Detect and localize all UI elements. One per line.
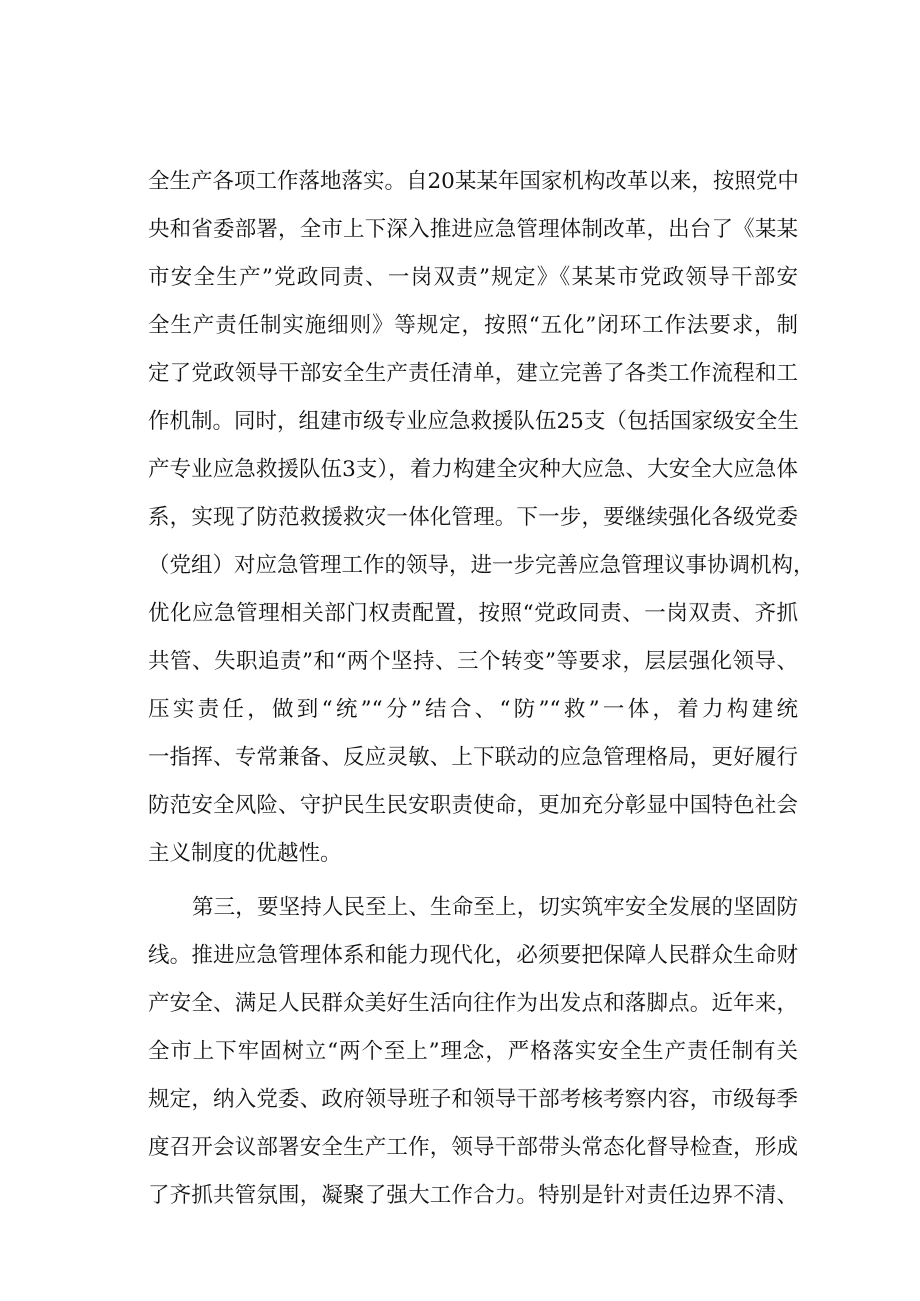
text-line: 优化应急管理相关部门权责配置，按照“党政同责、一岗双责、齐抓 — [148, 601, 798, 626]
text-line: 市安全生产”党政同责、一岗双责”规定》《某某市党政领导干部安 — [148, 265, 798, 290]
text-line: 作机制。同时，组建市级专业应急救援队伍25支（包括国家级安全生 — [148, 409, 799, 434]
text-line: 规定，纳入党委、政府领导班子和领导干部考核考察内容，市级每季 — [148, 1087, 798, 1112]
text-line: 全生产责任制实施细则》等规定，按照“五化”闭环工作法要求，制 — [148, 313, 798, 338]
text-line: 了齐抓共管氛围，凝聚了强大工作合力。特别是针对责任边界不清、 — [148, 1183, 798, 1208]
text-line: 线。推进应急管理体系和能力现代化，必须要把保障人民群众生命财 — [148, 943, 798, 968]
text-line: 共管、失职追责”和“两个坚持、三个转变”等要求，层层强化领导、 — [148, 649, 798, 674]
paragraph-2 — [148, 884, 798, 1220]
text-line: 一指挥、专常兼备、反应灵敏、上下联动的应急管理格局，更好履行 — [148, 745, 798, 770]
text-line: 第三，要坚持人民至上、生命至上，切实筑牢安全发展的坚固防 — [192, 895, 798, 920]
text-line: 定了党政领导干部安全生产责任清单，建立完善了各类工作流程和工 — [148, 361, 798, 386]
paragraph-1 — [148, 158, 815, 878]
text-line: 防范安全风险、守护民生民安职责使命，更加充分彰显中国特色社会 — [148, 793, 798, 818]
text-line: 产专业应急救援队伍3支），着力构建全灾种大应急、大安全大应急体 — [148, 457, 798, 482]
document-body — [148, 158, 815, 1220]
text-line: 全市上下牢固树立“两个至上”理念，严格落实安全生产责任制有关 — [148, 1039, 798, 1064]
text-line: 度召开会议部署安全生产工作，领导干部带头常态化督导检查，形成 — [148, 1135, 798, 1160]
text-line: 系，实现了防范救援救灾一体化管理。下一步，要继续强化各级党委 — [148, 505, 798, 530]
text-line: 主义制度的优越性。 — [148, 841, 342, 866]
text-line: 全生产各项工作落地落实。自20某某年国家机构改革以来，按照党中 — [148, 169, 799, 194]
text-line: 央和省委部署，全市上下深入推进应急管理体制改革，出台了《某某 — [148, 217, 798, 242]
text-line: （党组）对应急管理工作的领导，进一步完善应急管理议事协调机构， — [148, 553, 815, 578]
text-line: 产安全、满足人民群众美好生活向往作为出发点和落脚点。近年来， — [148, 991, 798, 1016]
text-line: 压实责任，做到“统”“分”结合、“防”“救”一体，着力构建统 — [148, 697, 798, 722]
